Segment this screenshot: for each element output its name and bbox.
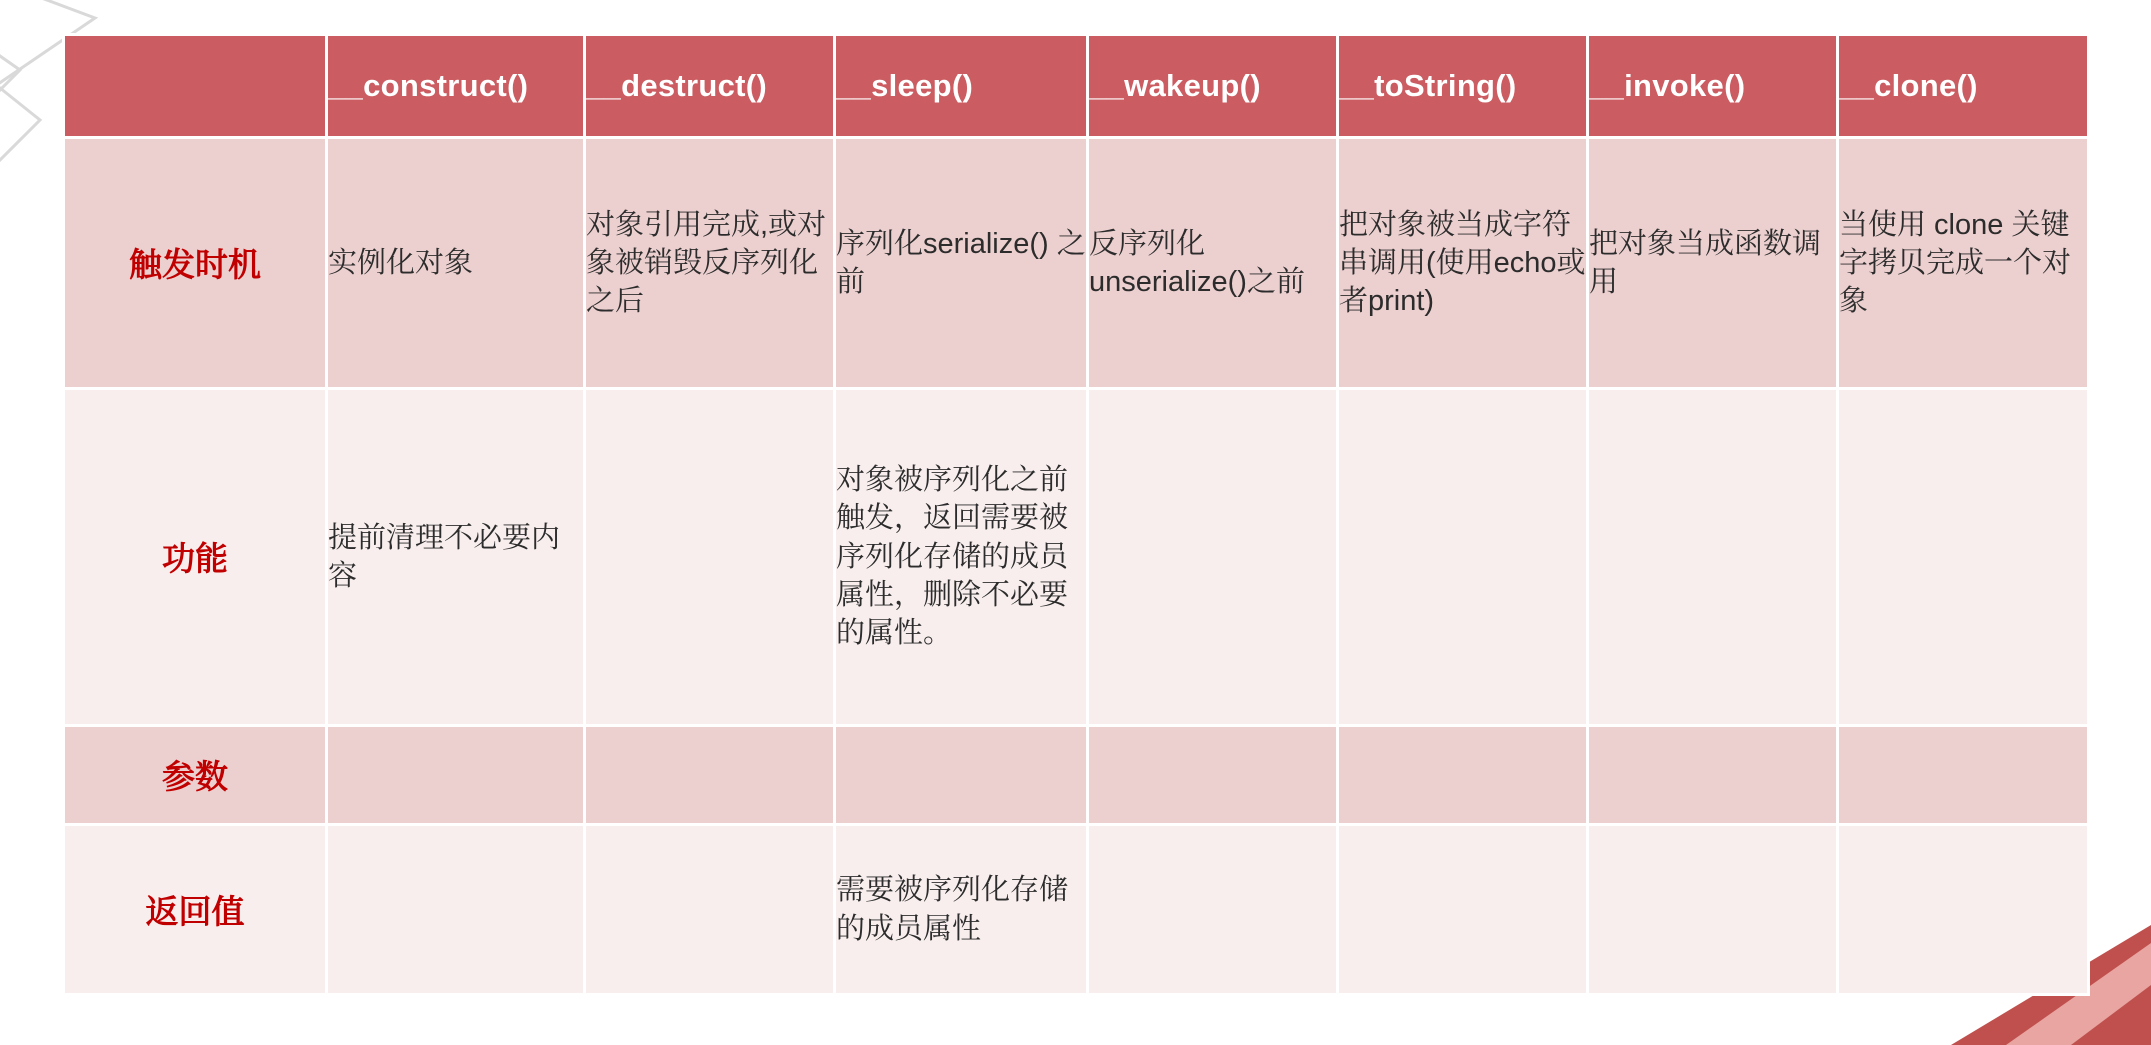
table-header [64,35,2089,138]
cell-return-invoke [1588,825,1838,995]
cell-trigger-construct [327,138,585,389]
table-row [64,825,2089,995]
table-header-row [64,35,2089,138]
cell-trigger-clone [1838,138,2089,389]
row-header-return-value: 返回值 [64,825,327,995]
cell-return-clone [1838,825,2089,995]
cell-text: 提前清理不必要内容 [328,521,561,592]
row-header-parameters: 参数 [64,725,327,824]
cell-text: 把对象当成函数调用 [1589,227,1822,298]
cell-trigger-tostring [1338,138,1588,389]
cell-feature-wakeup [1088,388,1338,725]
cell-params-tostring [1338,725,1588,824]
cell-text: 把对象被当成字符串调用(使用echo或者print) [1339,208,1586,318]
cell-return-destruct [585,825,835,995]
cell-text: 当使用 clone 关键字拷贝完成一个对象 [1839,208,2072,318]
cell-feature-sleep [835,388,1088,725]
cell-feature-invoke [1588,388,1838,725]
cell-feature-clone [1838,388,2089,725]
cell-return-wakeup [1088,825,1338,995]
cell-return-tostring [1338,825,1588,995]
table-corner-cell [64,35,327,138]
row-header-feature: 功能 [64,388,327,725]
column-header-sleep: __sleep() [835,35,1088,138]
table-row [64,138,2089,389]
column-header-destruct: __destruct() [585,35,835,138]
cell-return-sleep [835,825,1088,995]
cell-params-clone [1838,725,2089,824]
cell-trigger-wakeup [1088,138,1338,389]
column-header-tostring: __toString() [1338,35,1588,138]
cell-return-construct [327,825,585,995]
cell-params-destruct [585,725,835,824]
column-header-wakeup: __wakeup() [1088,35,1338,138]
cell-text: 序列化serialize() 之前 [836,227,1086,298]
magic-methods-table [62,33,2090,996]
column-header-invoke: __invoke() [1588,35,1838,138]
cell-params-sleep [835,725,1088,824]
magic-methods-table-container [62,33,2087,996]
cell-params-construct [327,725,585,824]
cell-trigger-destruct [585,138,835,389]
cell-text: 对象被序列化之前触发，返回需要被序列化存储的成员属性，删除不必要的属性。 [836,464,1069,650]
row-header-trigger-timing: 触发时机 [64,138,327,389]
cell-text: 需要被序列化存储的成员属性 [836,874,1069,945]
column-header-construct: __construct() [327,35,585,138]
cell-text: 反序列化unserialize()之前 [1089,227,1305,298]
cell-params-invoke [1588,725,1838,824]
cell-trigger-sleep [835,138,1088,389]
table-row [64,725,2089,824]
cell-params-wakeup [1088,725,1338,824]
table-row [64,388,2089,725]
cell-text: 对象引用完成,或对象被销毁反序列化之后 [586,208,827,318]
column-header-clone: __clone() [1838,35,2089,138]
cell-text: 实例化对象 [328,246,474,279]
cell-feature-tostring [1338,388,1588,725]
cell-feature-destruct [585,388,835,725]
table-body [64,138,2089,995]
cell-trigger-invoke [1588,138,1838,389]
cell-feature-construct [327,388,585,725]
